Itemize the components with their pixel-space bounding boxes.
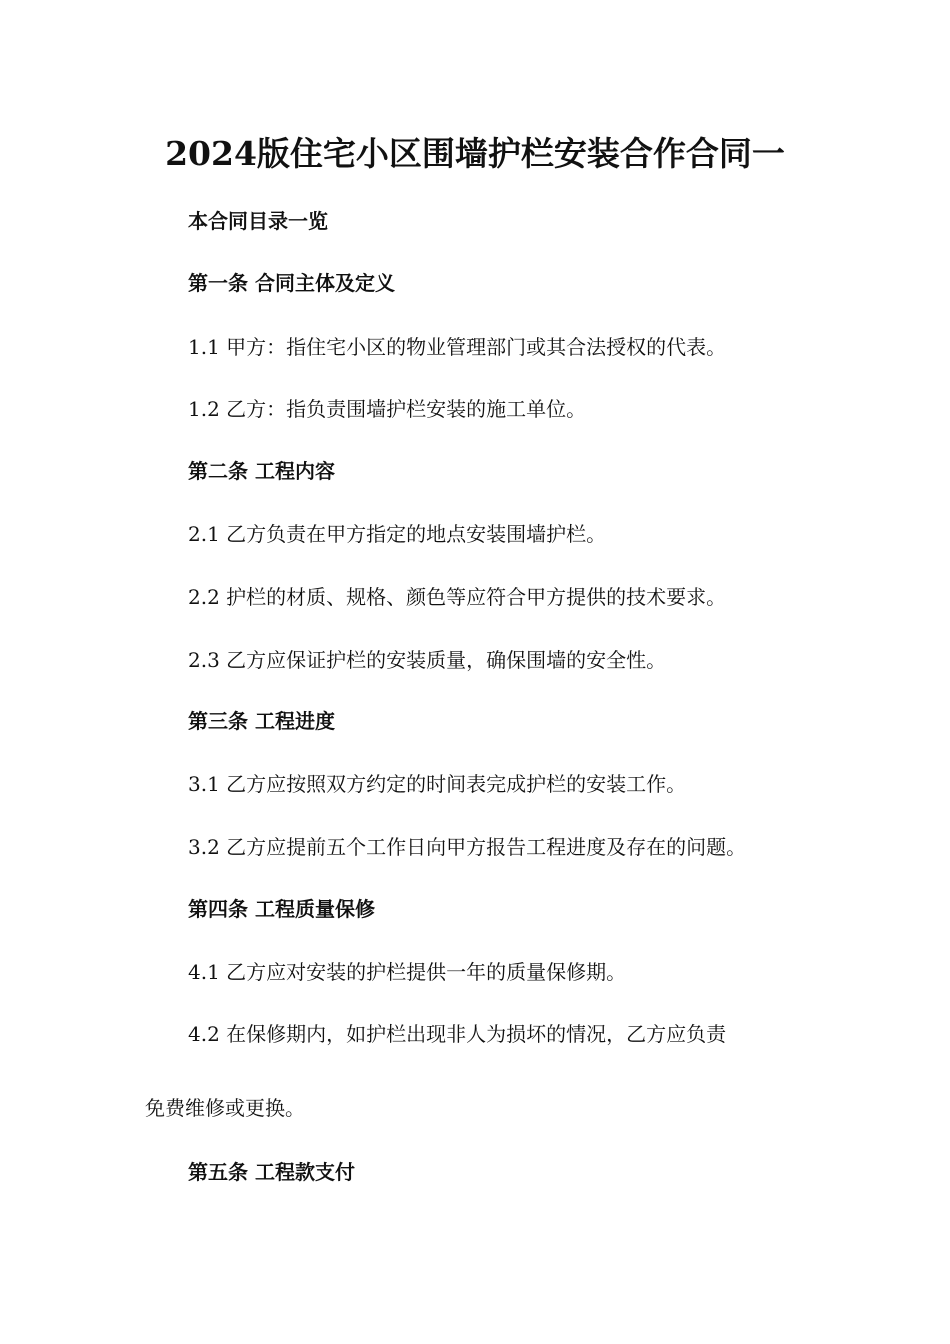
clause-1-1: 1.1 甲方：指住宅小区的物业管理部门或其合法授权的代表。 (188, 335, 727, 359)
clause-2-3: 2.3 乙方应保证护栏的安装质量，确保围墙的安全性。 (188, 648, 667, 672)
clause-1-2: 1.2 乙方：指负责围墙护栏安装的施工单位。 (188, 397, 587, 421)
clause-3-1: 3.1 乙方应按照双方约定的时间表完成护栏的安装工作。 (188, 772, 687, 796)
clause-4-2-continuation: 免费维修或更换。 (145, 1096, 305, 1120)
clause-2-1: 2.1 乙方负责在甲方指定的地点安装围墙护栏。 (188, 522, 607, 546)
clause-4-1: 4.1 乙方应对安装的护栏提供一年的质量保修期。 (188, 960, 627, 984)
clause-4-2: 4.2 在保修期内，如护栏出现非人为损坏的情况，乙方应负责 (188, 1022, 727, 1046)
section-heading-2: 第二条 工程内容 (188, 459, 335, 483)
toc-heading: 本合同目录一览 (188, 209, 328, 233)
clause-3-2: 3.2 乙方应提前五个工作日向甲方报告工程进度及存在的问题。 (188, 835, 747, 859)
section-heading-4: 第四条 工程质量保修 (188, 897, 375, 921)
document-title: 2024版住宅小区围墙护栏安装合作合同一 (165, 134, 785, 173)
clause-2-2: 2.2 护栏的材质、规格、颜色等应符合甲方提供的技术要求。 (188, 585, 727, 609)
section-heading-5: 第五条 工程款支付 (188, 1160, 355, 1184)
section-heading-3: 第三条 工程进度 (188, 709, 335, 733)
section-heading-1: 第一条 合同主体及定义 (188, 271, 395, 295)
